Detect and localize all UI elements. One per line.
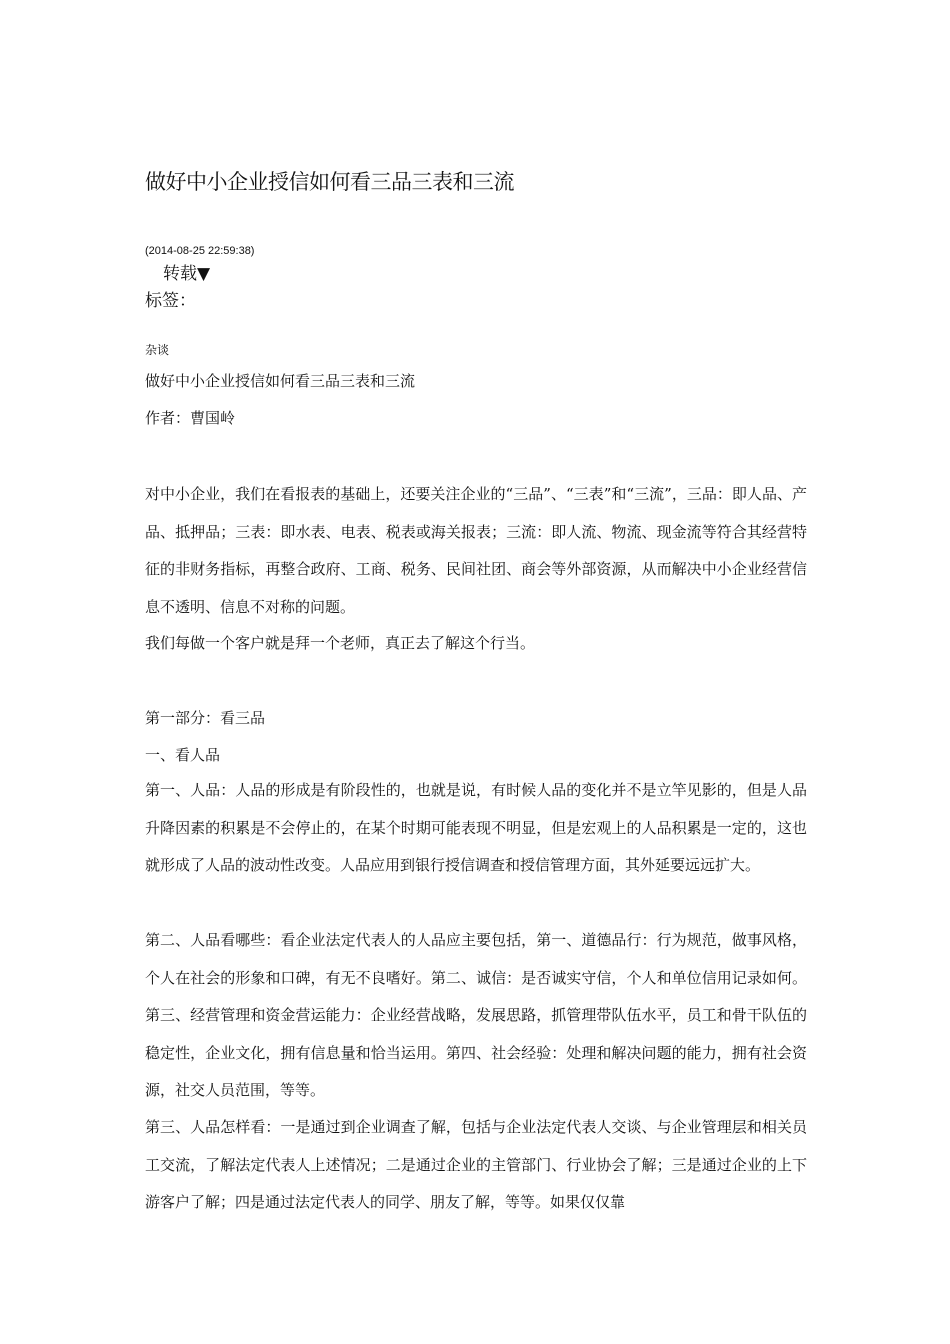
article-subtitle: 做好中小企业授信如何看三品三表和三流 — [145, 372, 416, 390]
category-tag[interactable]: 杂谈 — [145, 343, 170, 357]
intro-paragraph: 对中小企业，我们在看报表的基础上，还要关注企业的“三品”、“三表”和“三流”，三品：即人品、产品、抵押品；三表：即水表、电表、税表或海关报表；三流：即人流、物流、现金流等符合其经营特征的非财务指标，再整合政府、工商、税务、民间社团、商会等外部资源，从而解决中小企业经营信息不透明、信息不对称的问题。 — [145, 485, 807, 616]
body-paragraph-3: 第三、人品怎样看：一是通过到企业调查了解，包括与企业法定代表人交谈、与企业管理层和相关员工交流，了解法定代表人上述情况；二是通过企业的主管部门、行业协会了解；三是通过企业的上下游客户了解；四是通过法定代表人的同学、朋友了解，等等。如果仅仅靠 — [145, 1118, 807, 1211]
body-paragraph-1: 第一、人品：人品的形成是有阶段性的，也就是说，有时候人品的变化并不是立竿见影的，但是人品升降因素的积累是不会停止的，在某个时期可能表现不明显，但是宏观上的人品积累是一定的，这也就形成了人品的波动性改变。人品应用到银行授信调查和授信管理方面，其外延要远远扩大。 — [145, 781, 807, 874]
article-title: 做好中小企业授信如何看三品三表和三流 — [145, 170, 514, 194]
tags-label: 标签： — [145, 291, 196, 311]
article-author: 作者：曹国岭 — [145, 409, 236, 427]
intro-paragraph-2: 我们每做一个客户就是拜一个老师，真正去了解这个行当。 — [145, 634, 536, 652]
body-paragraph-2: 第二、人品看哪些：看企业法定代表人的人品应主要包括，第一、道德品行：行为规范，做事风格，个人在社会的形象和口碑，有无不良嗜好。第二、诚信：是否诚实守信，个人和单位信用记录如何。第三、经营管理和资金营运能力：企业经营战略，发展思路，抓管理带队伍水平，员工和骨干队伍的稳定性，企业文化，拥有信息量和恰当运用。第四、社会经验：处理和解决问题的能力，拥有社会资源，社交人员范围，等等。 — [145, 931, 807, 1099]
repost-link[interactable]: 转载▼ — [163, 264, 211, 284]
article-date: (2014-08-25 22:59:38) — [145, 245, 255, 257]
section-heading: 第一部分：看三品 — [145, 709, 266, 727]
section-subheading: 一、看人品 — [145, 746, 221, 764]
